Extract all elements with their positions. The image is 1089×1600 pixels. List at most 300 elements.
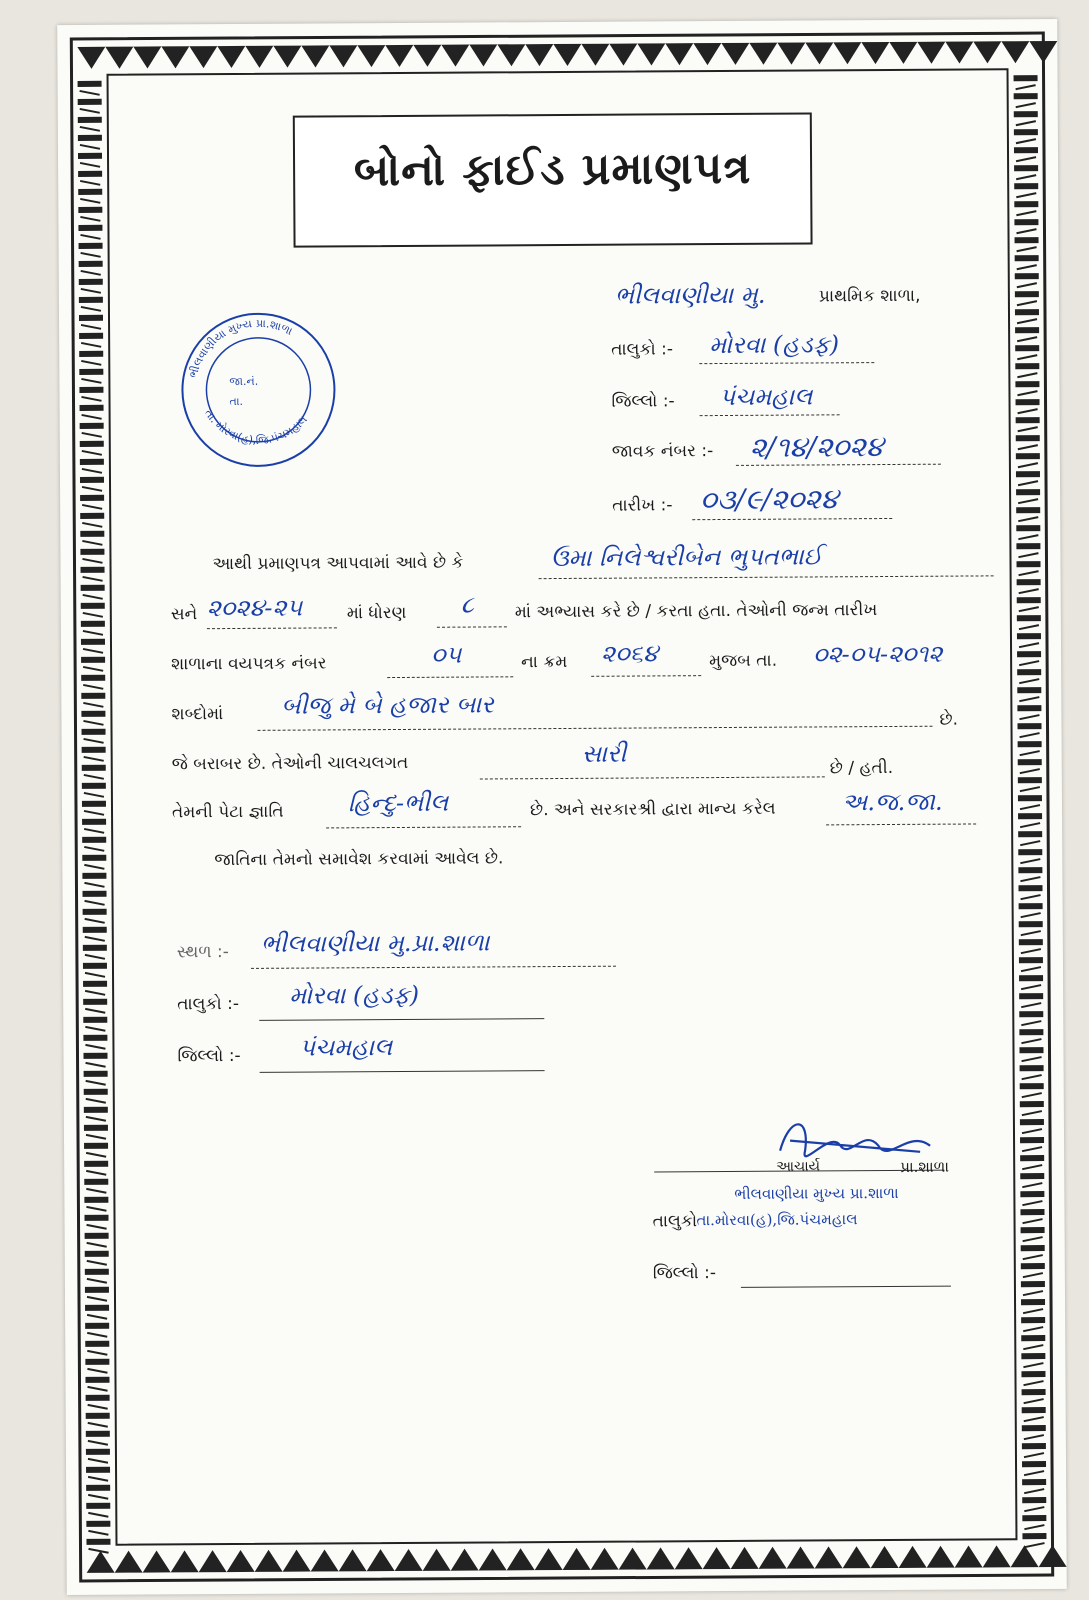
border-triangle <box>143 1550 171 1572</box>
border-hatch <box>1023 1255 1043 1259</box>
border-hatch <box>1019 903 1043 909</box>
border-triangle <box>273 46 301 68</box>
border-triangle <box>787 1546 815 1568</box>
border-hatch <box>85 1269 109 1275</box>
footer-taluka-label: તાલુકો :- <box>177 993 240 1015</box>
border-hatch <box>1015 309 1039 315</box>
border-hatch <box>1024 1471 1044 1475</box>
border-hatch <box>88 1387 108 1391</box>
border-hatch <box>1022 1515 1046 1521</box>
border-hatch <box>86 1449 110 1455</box>
body-line2-suffix: માં અભ્યાસ કરે છે / કરતા હતા. તેઓની જન્મ તારીખ <box>514 600 878 623</box>
border-hatch <box>1022 1057 1042 1061</box>
border-triangle <box>395 1549 423 1571</box>
border-triangle <box>647 1547 675 1569</box>
border-hatch <box>85 1233 109 1239</box>
border-hatch <box>81 621 105 627</box>
svg-text:તા. મોરવા(હ),જિ.પંચમહાલ <box>202 406 310 447</box>
border-triangle <box>245 46 273 68</box>
border-hatch <box>88 1495 108 1499</box>
border-hatch <box>85 1009 105 1013</box>
border-triangle <box>283 1550 311 1572</box>
border-hatch <box>86 1395 110 1401</box>
border-hatch <box>1017 265 1037 269</box>
border-hatch <box>1022 1201 1042 1205</box>
border-triangle <box>703 1547 731 1569</box>
border-triangle <box>301 45 329 67</box>
border-hatch <box>1022 1533 1046 1539</box>
body-line2-prefix: સને <box>170 604 198 625</box>
signature-stamp-line2: તા.મોરવા(હ),જિ.પંચમહાલ <box>696 1210 858 1230</box>
border-hatch <box>1022 1075 1042 1079</box>
border-hatch <box>84 1143 108 1149</box>
border-triangle <box>637 43 665 65</box>
border-hatch <box>85 1377 109 1383</box>
border-hatch <box>86 1153 106 1157</box>
border-triangle <box>917 42 945 64</box>
border-hatch <box>79 261 103 267</box>
border-hatch <box>1023 1309 1043 1313</box>
border-hatch <box>84 1161 108 1167</box>
border-hatch <box>78 135 102 141</box>
border-hatch <box>1024 1435 1044 1439</box>
border-hatch <box>1018 759 1042 765</box>
certificate-title: બોનો ફાઈડ પ્રમાણપત્ર <box>353 142 752 197</box>
border-hatch <box>1017 597 1041 603</box>
border-hatch <box>1017 651 1041 657</box>
border-hatch <box>84 829 104 833</box>
border-hatch <box>88 1531 108 1535</box>
border-hatch <box>1018 463 1038 467</box>
stamp-bottom-text: તા. મોરવા(હ),જિ.પંચમહાલ <box>201 407 310 448</box>
border-hatch <box>81 711 105 717</box>
border-hatch <box>1019 625 1039 629</box>
border-hatch <box>1022 1183 1042 1187</box>
border-hatch <box>81 325 101 329</box>
border-hatch <box>1025 1543 1045 1547</box>
border-hatch <box>1023 1345 1043 1349</box>
border-triangle <box>1039 1545 1067 1567</box>
border-hatch <box>83 703 103 707</box>
stamp-ring-text: ભીલવાણીયા મુખ્ય પ્રા.શાળા <box>186 316 295 380</box>
border-hatch <box>84 775 104 779</box>
border-hatch <box>1024 1525 1044 1529</box>
border-hatch <box>1018 553 1038 557</box>
border-hatch <box>86 1117 106 1121</box>
border-hatch <box>80 235 100 239</box>
border-hatch <box>78 81 102 87</box>
border-triangle <box>955 1545 983 1567</box>
border-hatch <box>82 819 106 825</box>
border-hatch <box>1014 201 1038 207</box>
border-hatch <box>85 919 105 923</box>
border-hatch <box>1019 571 1039 575</box>
border-hatch <box>82 415 102 419</box>
border-hatch <box>1019 957 1043 963</box>
border-hatch <box>83 909 107 915</box>
border-hatch <box>82 487 102 491</box>
border-triangle <box>833 42 861 64</box>
border-hatch <box>1018 535 1038 539</box>
border-hatch <box>1015 363 1039 369</box>
border-hatch <box>1022 1461 1046 1467</box>
border-hatch <box>1022 1497 1046 1503</box>
border-hatch <box>83 721 103 725</box>
footer-district-label: જિલ્લો :- <box>177 1045 241 1067</box>
border-hatch <box>1017 373 1037 377</box>
border-hatch <box>1016 471 1040 477</box>
border-hatch <box>1021 931 1041 935</box>
border-hatch <box>86 1431 110 1437</box>
footer-taluka-value: મોરવા (હડફ) <box>289 980 420 1010</box>
border-triangle <box>777 42 805 64</box>
border-hatch <box>84 1071 108 1077</box>
border-hatch <box>85 1251 109 1257</box>
border-hatch <box>80 217 100 221</box>
border-hatch <box>1022 1165 1042 1169</box>
border-hatch <box>85 973 105 977</box>
border-triangle <box>217 46 245 68</box>
border-hatch <box>1016 121 1036 125</box>
border-hatch <box>80 199 100 203</box>
border-triangle <box>423 1549 451 1571</box>
border-triangle <box>563 1548 591 1570</box>
border-triangle <box>749 43 777 65</box>
border-hatch <box>86 1539 110 1545</box>
academic-year: ૨૦૨૪-૨૫ <box>206 593 303 623</box>
border-hatch <box>84 1179 108 1185</box>
body-line7: જાતિના તેમનો સમાવેશ કરવામાં આવેલ છે. <box>214 848 504 871</box>
border-hatch <box>85 955 105 959</box>
border-hatch <box>86 1467 110 1473</box>
border-hatch <box>80 531 104 537</box>
border-hatch <box>85 1359 109 1365</box>
border-triangle <box>171 1550 199 1572</box>
border-triangle <box>1011 1545 1039 1567</box>
border-hatch <box>1021 1245 1045 1251</box>
border-hatch <box>1022 1147 1042 1151</box>
border-hatch <box>1016 525 1040 531</box>
border-hatch <box>1016 211 1036 215</box>
border-hatch <box>1021 1317 1045 1323</box>
border-hatch <box>1019 643 1039 647</box>
outward-number-value: ૨/૧૪/૨૦૨૪ <box>749 430 884 464</box>
border-hatch <box>84 739 104 743</box>
border-triangle <box>385 45 413 67</box>
border-hatch <box>1014 165 1038 171</box>
border-hatch <box>1023 1327 1043 1331</box>
border-hatch <box>85 1027 105 1031</box>
border-hatch <box>1016 139 1036 143</box>
border-triangle <box>115 1551 143 1573</box>
border-hatch <box>83 891 107 897</box>
border-triangle <box>535 1548 563 1570</box>
stamp-inner-2: તા. <box>229 394 244 409</box>
border-hatch <box>78 171 102 177</box>
border-hatch <box>80 549 104 555</box>
border-hatch <box>1017 615 1041 621</box>
border-hatch <box>80 459 104 465</box>
border-triangle <box>721 43 749 65</box>
signature-district-label: જિલ્લો :- <box>652 1263 717 1284</box>
signature-school-suffix: પ્રા.શાળા <box>900 1157 950 1176</box>
border-hatch <box>1022 1425 1046 1431</box>
border-hatch <box>86 1171 106 1175</box>
border-triangle <box>199 1550 227 1572</box>
border-hatch <box>81 585 105 591</box>
border-hatch <box>1016 453 1040 459</box>
border-triangle <box>77 47 105 69</box>
border-hatch <box>1018 813 1042 819</box>
border-hatch <box>84 757 104 761</box>
border-hatch <box>82 837 106 843</box>
border-hatch <box>78 207 102 213</box>
border-hatch <box>78 153 102 159</box>
border-hatch <box>85 1287 109 1293</box>
border-triangle <box>1029 41 1057 63</box>
border-hatch <box>1021 1353 1045 1359</box>
border-hatch <box>1020 751 1040 755</box>
border-hatch <box>1022 1389 1046 1395</box>
border-hatch <box>1021 1227 1045 1233</box>
border-hatch <box>1023 1363 1043 1367</box>
border-hatch <box>1024 1417 1044 1421</box>
border-triangle <box>133 46 161 68</box>
border-hatch <box>80 109 100 113</box>
border-hatch <box>1015 345 1039 351</box>
border-hatch <box>88 1513 108 1517</box>
border-hatch <box>81 675 105 681</box>
border-hatch <box>1020 805 1040 809</box>
border-hatch <box>1017 579 1041 585</box>
border-hatch <box>87 1315 107 1319</box>
border-hatch <box>87 1225 107 1229</box>
body-line3-prefix: શાળાના વયપત્રક નંબર <box>171 653 327 675</box>
border-hatch <box>81 397 101 401</box>
conduct-value: સારી <box>581 739 627 768</box>
border-triangle <box>413 45 441 67</box>
border-hatch <box>1018 499 1038 503</box>
border-hatch <box>1016 85 1036 89</box>
border-hatch <box>86 1485 110 1491</box>
border-triangle <box>731 1547 759 1569</box>
border-hatch <box>1021 913 1041 917</box>
border-hatch <box>83 981 107 987</box>
border-hatch <box>81 307 101 311</box>
body-line6-prefix: તેમની પેટા જ્ઞાતિ <box>171 801 284 823</box>
border-triangle <box>983 1545 1011 1567</box>
border-hatch <box>80 127 100 131</box>
certificate-paper <box>57 19 1067 1595</box>
stamp-inner-1: જા.નં. <box>229 374 259 389</box>
border-hatch <box>1018 741 1042 747</box>
border-hatch <box>1019 975 1043 981</box>
body-line5-prefix: જે બરાબર છે. તેઓની ચાલચલગત <box>171 752 409 775</box>
date-label: તારીખ :- <box>612 495 673 516</box>
standard-value: ૮ <box>460 590 475 619</box>
border-hatch <box>84 1107 108 1113</box>
border-hatch <box>81 603 105 609</box>
border-hatch <box>85 1341 109 1347</box>
border-hatch <box>1017 561 1041 567</box>
border-hatch <box>78 99 102 105</box>
border-hatch <box>87 1261 107 1265</box>
border-hatch <box>1015 291 1039 297</box>
border-hatch <box>81 639 105 645</box>
border-hatch <box>1020 769 1040 773</box>
border-triangle <box>451 1549 479 1571</box>
border-hatch <box>81 361 101 365</box>
border-hatch <box>1020 1119 1044 1125</box>
border-hatch <box>85 1323 109 1329</box>
border-hatch <box>1018 481 1038 485</box>
border-hatch <box>1018 409 1038 413</box>
border-hatch <box>87 1369 107 1373</box>
taluka-value: મોરવા (હડફ) <box>709 330 840 360</box>
border-hatch <box>1014 75 1038 81</box>
school-name-handwritten: ભીલવાણીયા મુ. <box>614 280 766 310</box>
border-hatch <box>1021 895 1041 899</box>
border-hatch <box>83 649 103 653</box>
border-hatch <box>1019 1029 1043 1035</box>
border-triangle <box>581 44 609 66</box>
border-hatch <box>1022 1407 1046 1413</box>
border-triangle <box>311 1549 339 1571</box>
border-hatch <box>1017 633 1041 639</box>
border-hatch <box>84 847 104 851</box>
border-hatch <box>1016 399 1040 405</box>
border-hatch <box>80 513 104 519</box>
student-name: ઉમા નિલેશ્વરીબેન ભુપતભાઈ <box>550 542 823 573</box>
border-hatch <box>1020 1083 1044 1089</box>
border-triangle <box>609 44 637 66</box>
border-hatch <box>84 1125 108 1131</box>
border-hatch <box>1015 327 1039 333</box>
border-hatch <box>1016 193 1036 197</box>
border-hatch <box>87 1279 107 1283</box>
border-hatch <box>79 297 103 303</box>
border-hatch <box>78 117 102 123</box>
border-hatch <box>1018 867 1042 873</box>
border-hatch <box>1022 1443 1046 1449</box>
border-triangle <box>591 1548 619 1570</box>
border-hatch <box>1018 831 1042 837</box>
border-hatch <box>1017 247 1037 251</box>
border-hatch <box>84 793 104 797</box>
border-hatch <box>81 271 101 275</box>
border-hatch <box>84 865 104 869</box>
border-hatch <box>1016 103 1036 107</box>
border-triangle <box>553 44 581 66</box>
border-hatch <box>1024 1399 1044 1403</box>
border-triangle <box>329 45 357 67</box>
title-box <box>293 112 813 247</box>
border-hatch <box>1017 337 1037 341</box>
border-hatch <box>1019 993 1043 999</box>
border-hatch <box>1020 823 1040 827</box>
border-hatch <box>86 1099 106 1103</box>
border-hatch <box>84 1215 108 1221</box>
border-hatch <box>1020 787 1040 791</box>
border-hatch <box>1024 1507 1044 1511</box>
category-value: અ.જ.જા. <box>841 787 943 817</box>
border-triangle <box>1001 41 1029 63</box>
border-hatch <box>1019 715 1039 719</box>
border-triangle <box>227 1550 255 1572</box>
border-hatch <box>88 1423 108 1427</box>
border-hatch <box>80 441 104 447</box>
border-hatch <box>88 1477 108 1481</box>
border-triangle <box>87 1551 115 1573</box>
border-hatch <box>82 765 106 771</box>
border-hatch <box>82 451 102 455</box>
border-hatch <box>1016 175 1036 179</box>
border-hatch <box>1017 301 1037 305</box>
border-hatch <box>81 657 105 663</box>
border-hatch <box>1021 1371 1045 1377</box>
border-hatch <box>1017 723 1041 729</box>
border-hatch <box>80 423 104 429</box>
border-triangle <box>861 42 889 64</box>
border-hatch <box>82 541 102 545</box>
border-hatch <box>1014 219 1038 225</box>
border-hatch <box>1022 1093 1042 1097</box>
border-hatch <box>78 225 102 231</box>
border-hatch <box>79 351 103 357</box>
border-hatch <box>1018 885 1042 891</box>
border-hatch <box>1021 1021 1041 1025</box>
border-triangle <box>441 45 469 67</box>
border-hatch <box>79 315 103 321</box>
school-suffix: પ્રાથમિક શાળા, <box>818 285 921 307</box>
signature-stamp-line1: ભીલવાણીયા મુખ્ય પ્રા.શાળા <box>734 1183 899 1203</box>
border-hatch <box>1018 445 1038 449</box>
border-hatch <box>81 693 105 699</box>
border-hatch <box>87 1351 107 1355</box>
border-hatch <box>79 279 103 285</box>
signature-taluka-label: તાલુકો <box>652 1211 698 1232</box>
border-hatch <box>1020 1137 1044 1143</box>
border-hatch <box>87 1297 107 1301</box>
border-hatch <box>85 901 105 905</box>
border-hatch <box>1014 147 1038 153</box>
border-hatch <box>1014 183 1038 189</box>
border-triangle <box>675 1547 703 1569</box>
border-hatch <box>1018 777 1042 783</box>
border-hatch <box>1021 1263 1045 1269</box>
border-hatch <box>1019 939 1043 945</box>
border-hatch <box>1021 1335 1045 1341</box>
border-hatch <box>80 145 100 149</box>
border-hatch <box>80 91 100 95</box>
border-hatch <box>83 577 103 581</box>
border-hatch <box>83 1053 107 1059</box>
border-hatch <box>1014 129 1038 135</box>
border-hatch <box>83 667 103 671</box>
border-hatch <box>1015 381 1039 387</box>
border-hatch <box>1016 417 1040 423</box>
border-hatch <box>1017 319 1037 323</box>
dob-in-words: બીજુ મે બે હજાર બાર <box>281 690 494 720</box>
date-value: ૦૩/૯/૨૦૨૪ <box>700 482 839 517</box>
border-hatch <box>87 1243 107 1247</box>
border-hatch <box>83 685 103 689</box>
border-hatch <box>80 163 100 167</box>
border-hatch <box>82 783 106 789</box>
border-triangle <box>255 1550 283 1572</box>
border-hatch <box>1015 255 1039 261</box>
border-triangle <box>507 1548 535 1570</box>
